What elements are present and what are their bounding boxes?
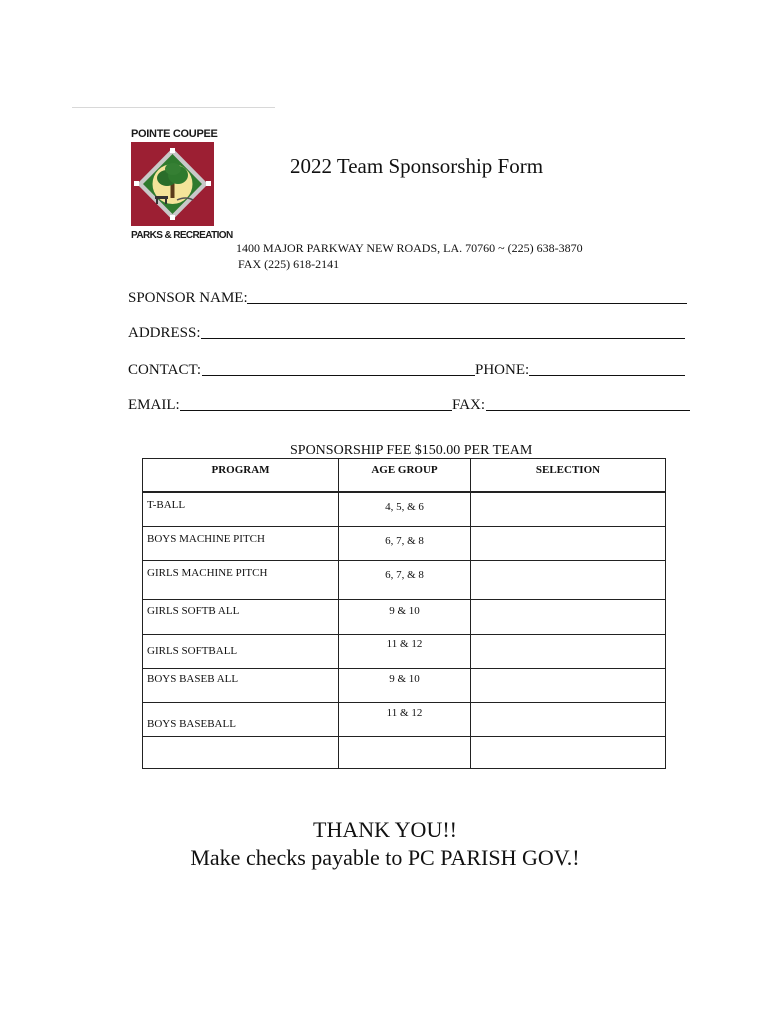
contact-field[interactable]	[202, 375, 475, 376]
table-row	[143, 599, 666, 634]
footer	[0, 816, 770, 872]
address-line-2: FAX (225) 618-2141	[238, 257, 340, 271]
program-cell: GIRLS MACHINE PITCH	[147, 566, 268, 579]
logo-emblem-icon	[131, 142, 214, 226]
table-row	[143, 526, 666, 560]
email-field[interactable]	[180, 410, 452, 411]
selection-cell[interactable]	[471, 634, 666, 668]
age-cell: 6, 7, & 8	[385, 534, 424, 547]
age-cell: 4, 5, & 6	[385, 501, 424, 513]
top-rule	[72, 107, 275, 108]
table-row	[143, 634, 666, 668]
selection-cell[interactable]	[471, 526, 666, 560]
address-line-1: 1400 MAJOR PARKWAY NEW ROADS, LA. 70760 ~ (225) 638-3870	[236, 241, 583, 255]
checks-payable-text: Make checks payable to PC PARISH GOV.!	[190, 845, 580, 870]
phone-field[interactable]	[529, 375, 685, 376]
sponsorship-fee: SPONSORSHIP FEE $150.00 PER TEAM	[290, 443, 533, 458]
program-cell: GIRLS SOFTBALL	[147, 644, 238, 657]
sponsor-name-label: SPONSOR NAME:	[128, 290, 248, 306]
program-cell: BOYS BASEB ALL	[147, 672, 239, 685]
table-row	[143, 492, 666, 526]
form-title: 2022 Team Sponsorship Form	[290, 154, 544, 178]
selection-cell[interactable]	[471, 668, 666, 702]
address-field[interactable]	[201, 338, 685, 339]
table-row	[143, 702, 666, 736]
program-cell: BOYS MACHINE PITCH	[147, 532, 265, 545]
fax-label: FAX:	[452, 397, 486, 413]
address-label: ADDRESS:	[128, 325, 201, 341]
table-header-row	[143, 459, 666, 493]
header-age-group: AGE GROUP	[339, 459, 471, 493]
sponsor-name-field[interactable]	[247, 303, 687, 304]
selection-cell[interactable]	[471, 736, 666, 768]
table-row	[143, 736, 666, 768]
age-cell: 6, 7, & 8	[385, 568, 424, 581]
selection-cell[interactable]	[471, 702, 666, 736]
selection-cell[interactable]	[471, 492, 666, 526]
fax-field[interactable]	[486, 410, 690, 411]
selection-cell[interactable]	[471, 560, 666, 599]
contact-label: CONTACT:	[128, 362, 202, 378]
logo-top-text: POINTE COUPEE	[131, 128, 218, 140]
program-table	[142, 458, 666, 769]
header-selection: SELECTION	[471, 459, 666, 493]
age-cell: 11 & 12	[386, 706, 423, 719]
age-cell	[339, 737, 470, 745]
table-row	[143, 668, 666, 702]
selection-cell[interactable]	[471, 599, 666, 634]
age-cell: 11 & 12	[386, 637, 423, 650]
header-program: PROGRAM	[143, 459, 339, 493]
program-cell: BOYS BASEBALL	[147, 717, 236, 730]
thank-you-text: THANK YOU!!	[313, 817, 457, 842]
logo-bottom-text: PARKS & RECREATION	[131, 230, 233, 241]
age-cell: 9 & 10	[389, 604, 420, 617]
program-cell: T-BALL	[147, 499, 186, 511]
program-cell	[143, 737, 338, 743]
age-cell: 9 & 10	[389, 672, 420, 685]
program-cell: GIRLS SOFTB ALL	[147, 604, 240, 617]
phone-label: PHONE:	[475, 362, 530, 378]
table-row	[143, 560, 666, 599]
email-label: EMAIL:	[128, 397, 180, 413]
parks-logo	[131, 142, 214, 226]
